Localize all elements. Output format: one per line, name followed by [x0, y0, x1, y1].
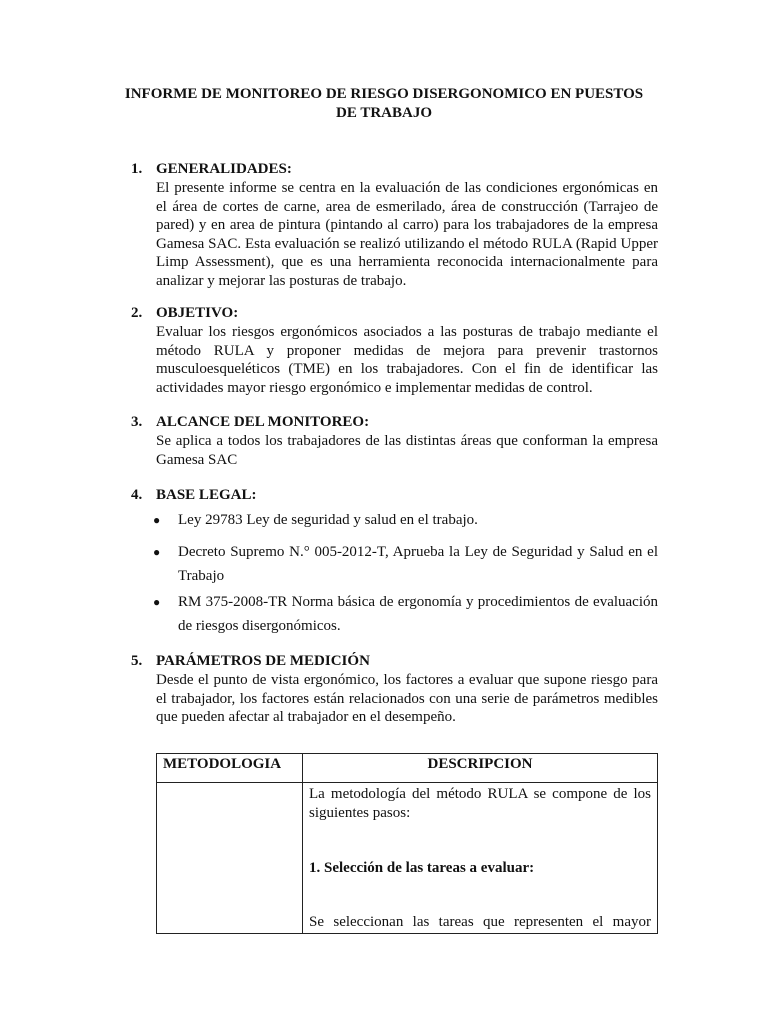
bullet-dot-icon: ●: [153, 545, 161, 559]
bullet-item: [153, 540, 658, 588]
bullet-text: RM 375-2008-TR Norma básica de ergonomía y procedimientos de evaluación de riesgos disergonómicos.: [178, 594, 658, 634]
bullet-item: [153, 590, 658, 638]
section-title: OBJETIVO:: [156, 305, 239, 321]
title-line-1: INFORME DE MONITOREO DE RIESGO DISERGONOMICO EN PUESTOS: [124, 86, 644, 102]
section-body: El presente informe se centra en la evaluación de las condiciones ergonómicas en el área de cortes de carne, area de esmerilado, área de construcción (Tarrajeo de pared) y en area de pintura (pintando al carro) para los trabajadores de la empresa Gamesa SAC. Esta evaluación se realizó utilizando el método RULA (Rapid Upper Limp Assessment), que es una herramienta reconocida internacionalmente para analizar y mejorar las posturas de trabajo.: [156, 180, 658, 289]
bullet-item: [153, 508, 658, 532]
section-title: BASE LEGAL:: [156, 487, 257, 503]
section-alcance: [131, 413, 658, 469]
cell-intro-text: La metodología del método RULA se compone de los siguientes pasos:: [309, 786, 651, 821]
bullet-text: Ley 29783 Ley de seguridad y salud en el trabajo.: [178, 512, 478, 528]
section-title: ALCANCE DEL MONITOREO:: [156, 414, 370, 430]
bullet-dot-icon: ●: [153, 595, 161, 609]
methodology-table: [156, 753, 658, 934]
table-header-row: [157, 754, 658, 783]
table-row: [157, 783, 658, 934]
section-number: 5.: [131, 653, 143, 669]
bullet-text: Decreto Supremo N.° 005-2012-T, Aprueba la Ley de Seguridad y Salud en el Trabajo: [178, 544, 658, 584]
cell-step-heading: 1. Selección de las tareas a evaluar:: [309, 860, 535, 876]
section-base-legal: [131, 486, 658, 640]
section-generalidades: [131, 160, 658, 290]
bullet-dot-icon: ●: [153, 513, 161, 527]
document-title: [100, 85, 668, 123]
section-number: 4.: [131, 487, 143, 503]
cell-step-text: Se seleccionan las tareas que representen el mayor: [309, 914, 651, 930]
section-number: 1.: [131, 161, 143, 177]
title-line-2: DE TRABAJO: [336, 105, 432, 121]
section-body: Se aplica a todos los trabajadores de las distintas áreas que conforman la empresa Gamesa SAC: [156, 433, 658, 468]
section-parametros: [131, 652, 658, 727]
table-header-metodologia: METODOLOGIA: [157, 754, 303, 783]
table-cell-metodologia: [157, 783, 303, 934]
section-number: 3.: [131, 414, 143, 430]
table-header-descripcion: DESCRIPCION: [303, 754, 658, 783]
section-body: Desde el punto de vista ergonómico, los factores a evaluar que supone riesgo para el trabajador, los factores están relacionados con una serie de parámetros medibles que pueden afectar al trabajador en el desempeño.: [156, 672, 658, 725]
section-number: 2.: [131, 305, 143, 321]
section-objetivo: [131, 304, 658, 397]
bullet-list: [153, 508, 658, 638]
table-cell-descripcion: [303, 783, 658, 934]
section-title: PARÁMETROS DE MEDICIÓN: [156, 653, 370, 669]
section-body: Evaluar los riesgos ergonómicos asociados a las posturas de trabajo mediante el método RULA y proponer medidas de mejora para prevenir trastornos musculoesqueléticos (TME) en los trabajadores. Con el fin de identificar las actividades mayor riesgo ergonómico e implementar medidas de control.: [156, 324, 658, 396]
section-title: GENERALIDADES:: [156, 161, 292, 177]
